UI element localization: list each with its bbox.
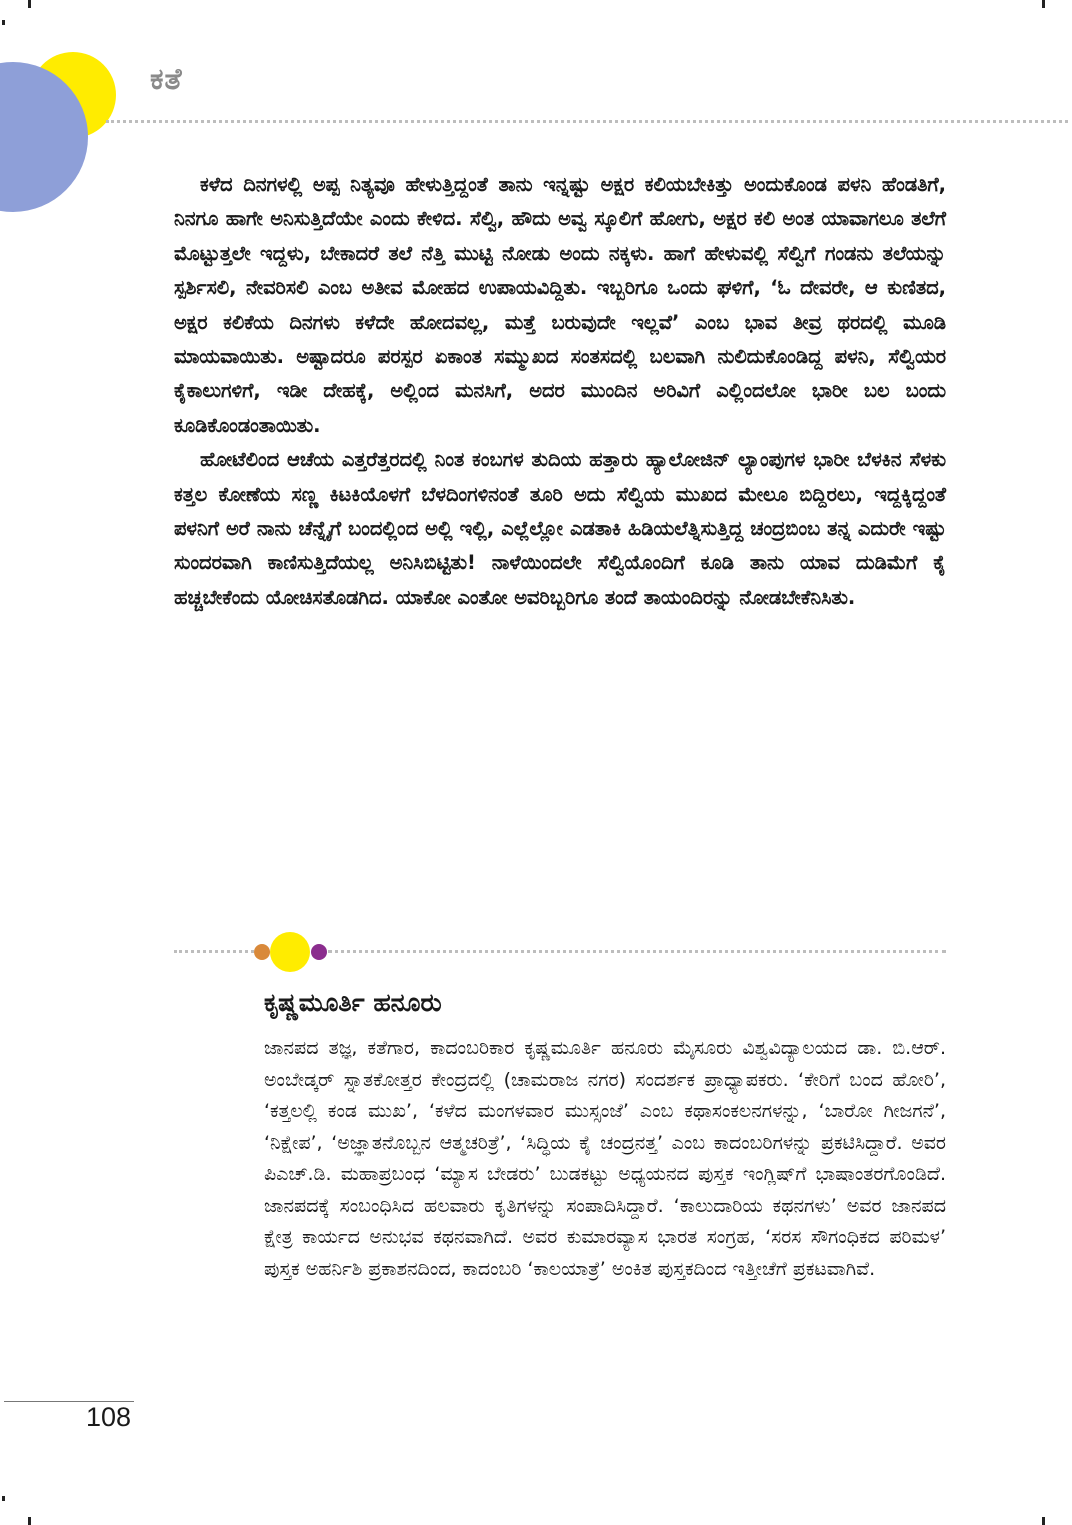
story-body [174, 168, 946, 615]
purple-dot [311, 944, 327, 960]
orange-dot [254, 944, 270, 960]
crop-mark-top-center [28, 0, 31, 8]
crop-mark-top-left [2, 20, 5, 25]
story-paragraph: ಕಳೆದ ದಿನಗಳಲ್ಲಿ ಅಪ್ಪ ನಿತ್ಯವೂ ಹೇಳುತ್ತಿದ್ದಂತೆ ತಾನು ಇನ್ನಷ್ಟು ಅಕ್ಷರ ಕಲಿಯಬೇಕಿತ್ತು ಅಂದುಕೊಂಡ ಪಳನಿ ಹೆಂಡತಿಗೆ, ನಿನಗೂ ಹಾಗೇ ಅನಿಸುತ್ತಿದೆಯೇ ಎಂದು ಕೇಳಿದ. ಸೆಲ್ವಿ, ಹೌದು ಅವ್ವ ಸ್ಕೂಲಿಗೆ ಹೋಗು, ಅಕ್ಷರ ಕಲಿ ಅಂತ ಯಾವಾಗಲೂ ತಲೆಗೆ ಮೊಟ್ಟುತ್ತಲೇ ಇದ್ದಳು, ಬೇಕಾದರೆ ತಲೆ ನೆತ್ತಿ ಮುಟ್ಟಿ ನೋಡು ಅಂದು ನಕ್ಕಳು. ಹಾಗೆ ಹೇಳುವಲ್ಲಿ ಸೆಲ್ವಿಗೆ ಗಂಡನು ತಲೆಯನ್ನು ಸ್ಪರ್ಶಿಸಲಿ, ನೇವರಿಸಲಿ ಎಂಬ ಅತೀವ ಮೋಹದ ಉಪಾಯವಿದ್ದಿತು. ಇಬ್ಬರಿಗೂ ಒಂದು ಘಳಿಗೆ, ‘ಓ ದೇವರೇ, ಆ ಕುಣಿತದ, ಅಕ್ಷರ ಕಲಿಕೆಯ ದಿನಗಳು ಕಳೆದೇ ಹೋದವಲ್ಲ, ಮತ್ತೆ ಬರುವುದೇ ಇಲ್ಲವೆ’ ಎಂಬ ಭಾವ ತೀವ್ರ ಥರದಲ್ಲಿ ಮೂಡಿ ಮಾಯವಾಯಿತು. ಅಷ್ಟಾದರೂ ಪರಸ್ಪರ ಏಕಾಂತ ಸಮ್ಮುಖದ ಸಂತಸದಲ್ಲಿ ಬಲವಾಗಿ ನುಲಿದುಕೊಂಡಿದ್ದ ಪಳನಿ, ಸೆಲ್ವಿಯರ ಕೈಕಾಲುಗಳಿಗೆ, ಇಡೀ ದೇಹಕ್ಕೆ, ಅಲ್ಲಿಂದ ಮನಸಿಗೆ, ಅದರ ಮುಂದಿನ ಅರಿವಿಗೆ ಎಲ್ಲಿಂದಲೋ ಭಾರೀ ಬಲ ಬಂದು ಕೂಡಿಕೊಂಡಂತಾಯಿತು. [174, 173, 946, 437]
section-title: ಕತೆ [150, 62, 183, 97]
page-number: 108 [86, 1402, 132, 1432]
author-dotted-rule-left [174, 950, 254, 953]
crop-mark-top-right [1042, 0, 1045, 8]
yellow-dot [270, 932, 310, 972]
author-name: ಕೃಷ್ಣಮೂರ್ತಿ ಹನೂರು [264, 988, 442, 1017]
story-paragraph: ಹೋಟೆಲಿಂದ ಆಚೆಯ ಎತ್ತರೆತ್ತರದಲ್ಲಿ ನಿಂತ ಕಂಬಗಳ ತುದಿಯ ಹತ್ತಾರು ಹ್ಯಾಲೋಜಿನ್ ಲ್ಯಾಂಪುಗಳ ಭಾರೀ ಬೆಳಕಿನ ಸೆಳಕು ಕತ್ತಲ ಕೋಣೆಯ ಸಣ್ಣ ಕಿಟಕಿಯೊಳಗೆ ಬೆಳದಿಂಗಳಿನಂತೆ ತೂರಿ ಅದು ಸೆಲ್ವಿಯ ಮುಖದ ಮೇಲೂ ಬಿದ್ದಿರಲು, ಇದ್ದಕ್ಕಿದ್ದಂತೆ ಪಳನಿಗೆ ಅರೆ ನಾನು ಚೆನ್ನೈಗೆ ಬಂದಲ್ಲಿಂದ ಅಲ್ಲಿ ಇಲ್ಲಿ, ಎಲ್ಲೆಲ್ಲೋ ಎಡತಾಕಿ ಹಿಡಿಯಲೆತ್ನಿಸುತ್ತಿದ್ದ ಚಂದ್ರಬಿಂಬ ತನ್ನ ಎದುರೇ ಇಷ್ಟು ಸುಂದರವಾಗಿ ಕಾಣಿಸುತ್ತಿದೆಯಲ್ಲ ಅನಿಸಿಬಿಟ್ಟಿತು! ನಾಳೆಯಿಂದಲೇ ಸೆಲ್ವಿಯೊಂದಿಗೆ ಕೂಡಿ ತಾನು ಯಾವ ದುಡಿಮೆಗೆ ಕೈ ಹಚ್ಚಬೇಕೆಂದು ಯೋಚಿಸತೊಡಗಿದ. ಯಾಕೋ ಎಂತೋ ಅವರಿಬ್ಬರಿಗೂ ತಂದೆ ತಾಯಂದಿರನ್ನು ನೋಡಬೇಕೆನಿಸಿತು. [174, 448, 946, 609]
crop-mark-bottom-center [28, 1517, 31, 1525]
crop-mark-bottom-left [2, 1496, 5, 1501]
author-dotted-rule-right [328, 950, 946, 953]
author-bio: ಜಾನಪದ ತಜ್ಞ, ಕತೆಗಾರ, ಕಾದಂಬರಿಕಾರ ಕೃಷ್ಣಮೂರ್ತಿ ಹನೂರು ಮೈಸೂರು ವಿಶ್ವವಿದ್ಯಾಲಯದ ಡಾ. ಬಿ.ಆರ್. ಅಂಬೇಡ್ಕರ್ ಸ್ನಾತಕೋತ್ತರ ಕೇಂದ್ರದಲ್ಲಿ (ಚಾಮರಾಜ ನಗರ) ಸಂದರ್ಶಕ ಪ್ರಾಧ್ಯಾಪಕರು. ‘ಕೇರಿಗೆ ಬಂದ ಹೋರಿ’, ‘ಕತ್ತಲಲ್ಲಿ ಕಂಡ ಮುಖ’, ‘ಕಳೆದ ಮಂಗಳವಾರ ಮುಸ್ಸಂಜೆ’ ಎಂಬ ಕಥಾಸಂಕಲನಗಳನ್ನು, ‘ಬಾರೋ ಗೀಜಗನೆ’, ‘ನಿಕ್ಷೇಪ’, ‘ಅಜ್ಞಾತನೊಬ್ಬನ ಆತ್ಮಚರಿತ್ರೆ’, ‘ಸಿದ್ಧಿಯ ಕೈ ಚಂದ್ರನತ್ತ’ ಎಂಬ ಕಾದಂಬರಿಗಳನ್ನು ಪ್ರಕಟಿಸಿದ್ದಾರೆ. ಅವರ ಪಿಎಚ್.ಡಿ. ಮಹಾಪ್ರಬಂಧ ‘ಮ್ಯಾಸ ಬೇಡರು’ ಬುಡಕಟ್ಟು ಅಧ್ಯಯನದ ಪುಸ್ತಕ ಇಂಗ್ಲಿಷ್‌ಗೆ ಭಾಷಾಂತರಗೊಂಡಿದೆ. ಜಾನಪದಕ್ಕೆ ಸಂಬಂಧಿಸಿದ ಹಲವಾರು ಕೃತಿಗಳನ್ನು ಸಂಪಾದಿಸಿದ್ದಾರೆ. ‘ಕಾಲುದಾರಿಯ ಕಥನಗಳು’ ಅವರ ಜಾನಪದ ಕ್ಷೇತ್ರ ಕಾರ್ಯದ ಅನುಭವ ಕಥನವಾಗಿದೆ. ಅವರ ಕುಮಾರವ್ಯಾಸ ಭಾರತ ಸಂಗ್ರಹ, ‘ಸರಸ ಸೌಗಂಧಿಕದ ಪರಿಮಳ’ ಪುಸ್ತಕ ಅಹರ್ನಿಶಿ ಪ್ರಕಾಶನದಿಂದ, ಕಾದಂಬರಿ ‘ಕಾಲಯಾತ್ರೆ’ ಅಂಕಿತ ಪುಸ್ತಕದಿಂದ ಇತ್ತೀಚೆಗೆ ಪ್ರಕಟವಾಗಿವೆ. [264, 1037, 947, 1280]
header-dotted-rule [106, 120, 1068, 123]
crop-mark-bottom-right [1042, 1517, 1045, 1525]
